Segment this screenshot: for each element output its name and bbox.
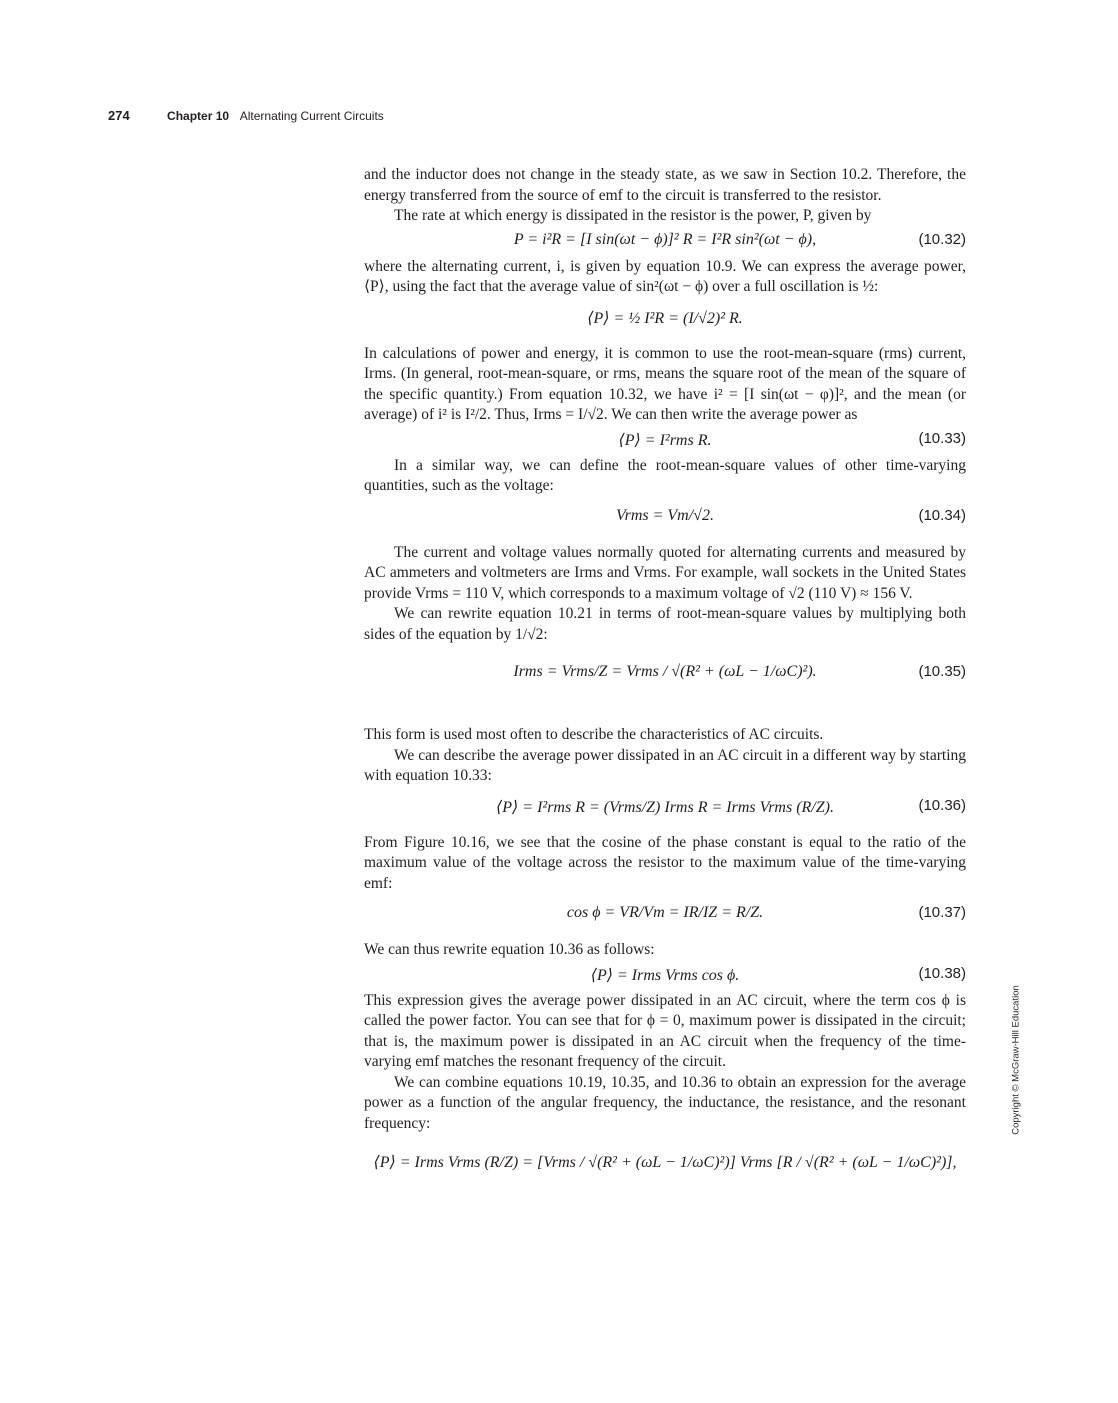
paragraph: In calculations of power and energy, it is common to use the root-mean-square (rms) current, Irms. (In general, root-mean-square, or rms, means the square root of the mean of the square of the specific quantity.) From equation 10.32, we have i² = [I sin(ωt − φ)]², and the mean (or average) of i² is I²/2. Thus, Irms = I/√2. We can then write the average power as bbox=[364, 344, 966, 423]
equation-body: ⟨P⟩ = ½ I²R = (I/√2)² R. bbox=[587, 309, 743, 327]
equation-body: cos ϕ = VR/Vm = IR/IZ = R/Z. bbox=[566, 904, 764, 921]
paragraph: We can describe the average power dissipated in an AC circuit in a different way by starting with equation 10.33: bbox=[364, 746, 966, 784]
paragraph: where the alternating current, i, is given by equation 10.9. We can express the average power, ⟨P⟩, using the fact that the average value of sin²(ωt − ϕ) over a full oscillation is ½: bbox=[364, 257, 966, 295]
paragraph: We can thus rewrite equation 10.36 as follows: bbox=[364, 941, 655, 958]
equation-body: ⟨P⟩ = I²rms R. bbox=[618, 431, 712, 449]
paragraph: From Figure 10.16, we see that the cosine of the phase constant is equal to the ratio of the maximum value of the voltage across the resistor to the maximum value of the time-varying emf: bbox=[364, 833, 966, 892]
equation-10-32 bbox=[364, 227, 966, 257]
paragraph: and the inductor does not change in the steady state, as we saw in Section 10.2. Therefore, the energy transferred from the source of emf to the circuit is transferred to the resistor. bbox=[364, 166, 966, 204]
equation-10-37 bbox=[364, 894, 966, 940]
chapter-title: Alternating Current Circuits bbox=[239, 109, 384, 123]
page-body bbox=[364, 165, 966, 1214]
equation-body: P = i²R = [I sin(ωt − ϕ)]² R = I²R sin²(ωt − ϕ), bbox=[513, 230, 817, 248]
paragraph: In a similar way, we can define the root-mean-square values of other time-varying quantities, such as the voltage: bbox=[364, 456, 966, 494]
equation-number: (10.38) bbox=[918, 964, 966, 982]
equation-10-34 bbox=[364, 497, 966, 543]
equation-number: (10.34) bbox=[918, 506, 966, 524]
paragraph: The current and voltage values normally quoted for alternating currents and measured by AC ammeters and voltmeters are Irms and Vrms. For example, wall sockets in the United States provide Vrms = 110 V, which corresponds to a maximum voltage of √2 (110 V) ≈ 156 V. bbox=[364, 543, 966, 602]
equation-10-38 bbox=[364, 961, 966, 991]
copyright-note: Copyright © McGraw-Hill Education bbox=[1010, 985, 1022, 1135]
equation-10-33 bbox=[364, 426, 966, 456]
equation-avg-power bbox=[364, 298, 966, 344]
paragraph: We can rewrite equation 10.21 in terms of root-mean-square values by multiplying both sides of the equation by 1/√2: bbox=[364, 605, 966, 643]
equation-combined-power bbox=[364, 1134, 966, 1214]
equation-number: (10.33) bbox=[918, 429, 966, 447]
paragraph: We can combine equations 10.19, 10.35, and 10.36 to obtain an expression for the average power as a function of the angular frequency, the inductance, the resistance, and the resonant frequency: bbox=[364, 1073, 966, 1132]
equation-number: (10.35) bbox=[918, 663, 966, 680]
equation-10-35 bbox=[364, 645, 966, 725]
equation-number: (10.32) bbox=[918, 230, 966, 248]
paragraph: This form is used most often to describe the characteristics of AC circuits. bbox=[364, 726, 824, 743]
running-header bbox=[108, 108, 384, 123]
page-number: 274 bbox=[108, 108, 130, 123]
equation-10-36 bbox=[364, 787, 966, 833]
equation-body: ⟨P⟩ = I²rms R = (Vrms/Z) Irms R = Irms Vrms (R/Z). bbox=[496, 798, 834, 816]
paragraph: This expression gives the average power dissipated in an AC circuit, where the term cos ϕ is called the power factor. You can see that for ϕ = 0, maximum power is dissipated in the circuit; that is, the maximum power is dissipated in an AC circuit when the frequency of the time-varying emf matches the resonant frequency of the circuit. bbox=[364, 991, 966, 1070]
equation-number: (10.36) bbox=[918, 796, 966, 814]
equation-body: ⟨P⟩ = Irms Vrms cos ϕ. bbox=[590, 966, 740, 984]
equation-body: ⟨P⟩ = Irms Vrms (R/Z) = [Vrms / √(R² + (ωL − 1/ωC)²)] Vrms [R / √(R² + (ωL − 1/ωC)²)], bbox=[373, 1154, 957, 1171]
equation-number: (10.37) bbox=[918, 904, 966, 921]
equation-body: Irms = Vrms/Z = Vrms / √(R² + (ωL − 1/ωC)²). bbox=[513, 663, 817, 680]
equation-body: Vrms = Vm/√2. bbox=[616, 506, 714, 524]
chapter-label: Chapter 10 bbox=[167, 109, 230, 123]
paragraph: The rate at which energy is dissipated in the resistor is the power, P, given by bbox=[394, 207, 872, 224]
